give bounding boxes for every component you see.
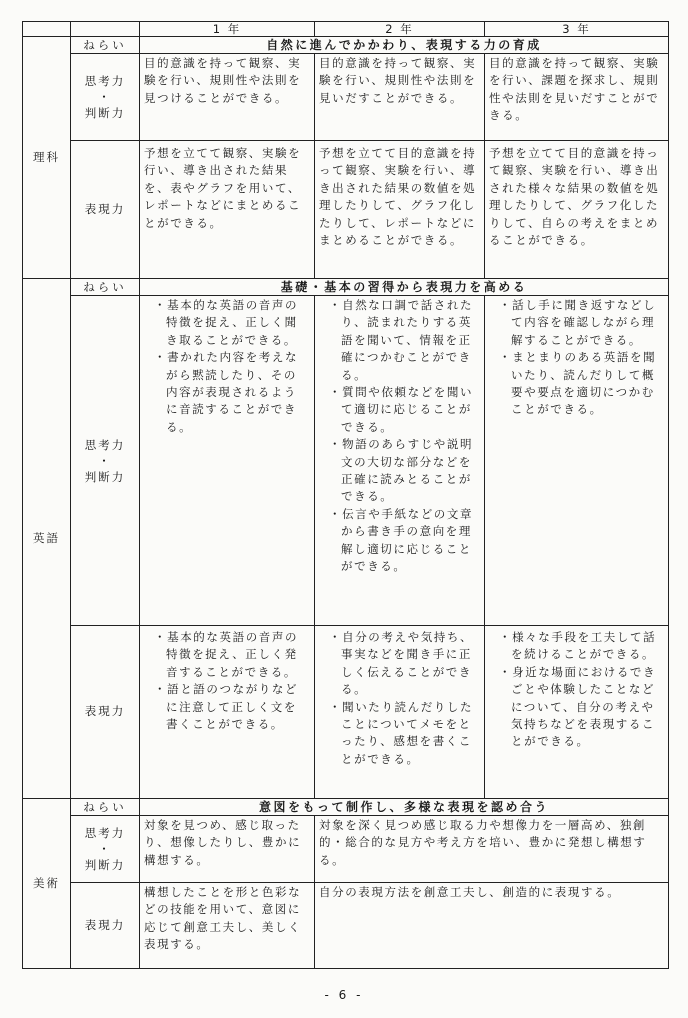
english-thinking-row [23,296,669,626]
list-item: ・書かれた内容を考えながら黙読したり、その内容が表現されるように音読することができる。 [154,350,299,434]
art-thinking-grade-1: 対象を見つめ、感じ取ったり、想像したりし、豊かに構想する。 [140,816,315,883]
aim-label: ねらい [71,37,140,54]
art-subject-label: 美術 [23,799,71,969]
thinking-label-dot: ・ [98,453,112,468]
english-expression-grade-1 [140,626,315,799]
art-aim-row [23,799,669,816]
science-expression-grade-2: 予想を立てて目的意識を持って観察、実験を行い、導き出された結果の数値を処理したりして、グラフ化したりして、レポートなどにまとめることができる。 [315,141,485,279]
list-item: ・身近な場面におけるできごとや体験したことなどについて、自分の考えや気持ちなどを表現することができる。 [499,664,657,749]
english-thinking-grade-3 [485,296,669,626]
list-item: ・自分の考えや気持ち、事実などを聞き手に正しく伝えることができる。 [329,630,474,697]
grade-2-header: 2 年 [315,22,485,37]
corner-cell [71,22,140,37]
expression-label: 表現力 [71,883,140,969]
science-expression-grade-1: 予想を立てて観察、実験を行い、導き出された結果を、表やグラフを用いて、レポートなどにまとめることができる。 [140,141,315,279]
art-thinking-row [23,816,669,883]
list-item: ・自然な口調で話されたり、読まれたりする英語を聞いて、情報を正確につかむことができる。 [329,298,474,382]
aim-label: ねらい [71,279,140,296]
expression-label: 表現力 [71,141,140,279]
science-expression-grade-3: 予想を立てて目的意識を持って観察、実験を行い、導き出された様々な結果の数値を処理したりして、グラフ化したりして、自らの考えをまとめることができる。 [485,141,669,279]
thinking-label-top: 思考力 [84,826,126,840]
corner-cell [23,22,71,37]
list-item: ・聞いたり読んだりしたことについてメモをとったり、感想を書くことができる。 [329,699,474,766]
english-expression-row [23,626,669,799]
english-aim-row [23,279,669,296]
science-thinking-grade-2: 目的意識を持って観察、実験を行い、規則性や法則を見いだすことができる。 [315,54,485,141]
list-item: ・様々な手段を工夫して話を続けることができる。 [499,630,657,662]
list-item: ・まとまりのある英語を聞いたり、読んだりして概要や要点を適切につかむことができる。 [499,350,657,417]
grade-1-header: 1 年 [140,22,315,37]
art-expression-row [23,883,669,969]
art-thinking-grade-2-3: 対象を深く見つめ感じ取る力や想像力を一層高め、独創的・総合的な見方や考え方を培い、豊かに発想し構想する。 [315,816,669,883]
english-thinking-grade-1 [140,296,315,626]
thinking-label [71,816,140,883]
header-row [23,22,669,37]
english-expression-grade-3 [485,626,669,799]
thinking-label-dot: ・ [98,90,112,104]
english-aim: 基礎・基本の習得から表現力を高める [140,279,669,296]
list-item: ・語と語のつながりなどに注意して正しく文を書くことができる。 [154,682,299,732]
list-item: ・話し手に聞き返すなどして内容を確認しながら理解することができる。 [499,298,657,347]
thinking-label-top: 思考力 [84,437,126,452]
thinking-label [71,296,140,626]
list-item: ・伝言や手紙などの文章から書き手の意向を理解し適切に応じることができる。 [329,506,474,574]
list-item: ・質問や依頼などを聞いて適切に応じることができる。 [329,385,474,434]
list-item: ・基本的な英語の音声の特徴を捉え、正しく聞き取ることができる。 [154,298,299,347]
thinking-label [71,54,140,141]
page-number: - 6 - [324,988,364,1002]
science-expression-row [23,141,669,279]
thinking-label-bottom: 判断力 [84,858,126,872]
expression-label: 表現力 [71,626,140,799]
list-item: ・基本的な英語の音声の特徴を捉え、正しく発音することができる。 [154,630,299,679]
thinking-label-bottom: 判断力 [84,469,126,484]
art-expression-grade-2-3: 自分の表現方法を創意工夫し、創造的に表現する。 [315,883,669,969]
science-thinking-grade-1: 目的意識を持って観察、実験を行い、規則性や法則を見つけることができる。 [140,54,315,141]
science-subject-label: 理科 [23,37,71,279]
art-expression-grade-1: 構想したことを形と色彩などの技能を用いて、意図に応じて創意工夫し、美しく表現する。 [140,883,315,969]
grade-3-header: 3 年 [485,22,669,37]
art-aim: 意図をもって制作し、多様な表現を認め合う [140,799,669,816]
science-thinking-grade-3: 目的意識を持って観察、実験を行い、課題を探求し、規則性や法則を見いだすことができる。 [485,54,669,141]
curriculum-table [22,21,669,969]
science-aim-row [23,37,669,54]
science-aim: 自然に進んでかかわり、表現する力の育成 [140,37,669,54]
aim-label: ねらい [71,799,140,816]
thinking-label-bottom: 判断力 [84,106,126,120]
english-thinking-grade-2 [315,296,485,626]
list-item: ・物語のあらすじや説明文の大切な部分などを正確に読みとることができる。 [329,437,474,504]
thinking-label-top: 思考力 [84,74,126,88]
science-thinking-row [23,54,669,141]
english-expression-grade-2 [315,626,485,799]
thinking-label-dot: ・ [98,842,112,856]
english-subject-label: 英語 [23,279,71,799]
